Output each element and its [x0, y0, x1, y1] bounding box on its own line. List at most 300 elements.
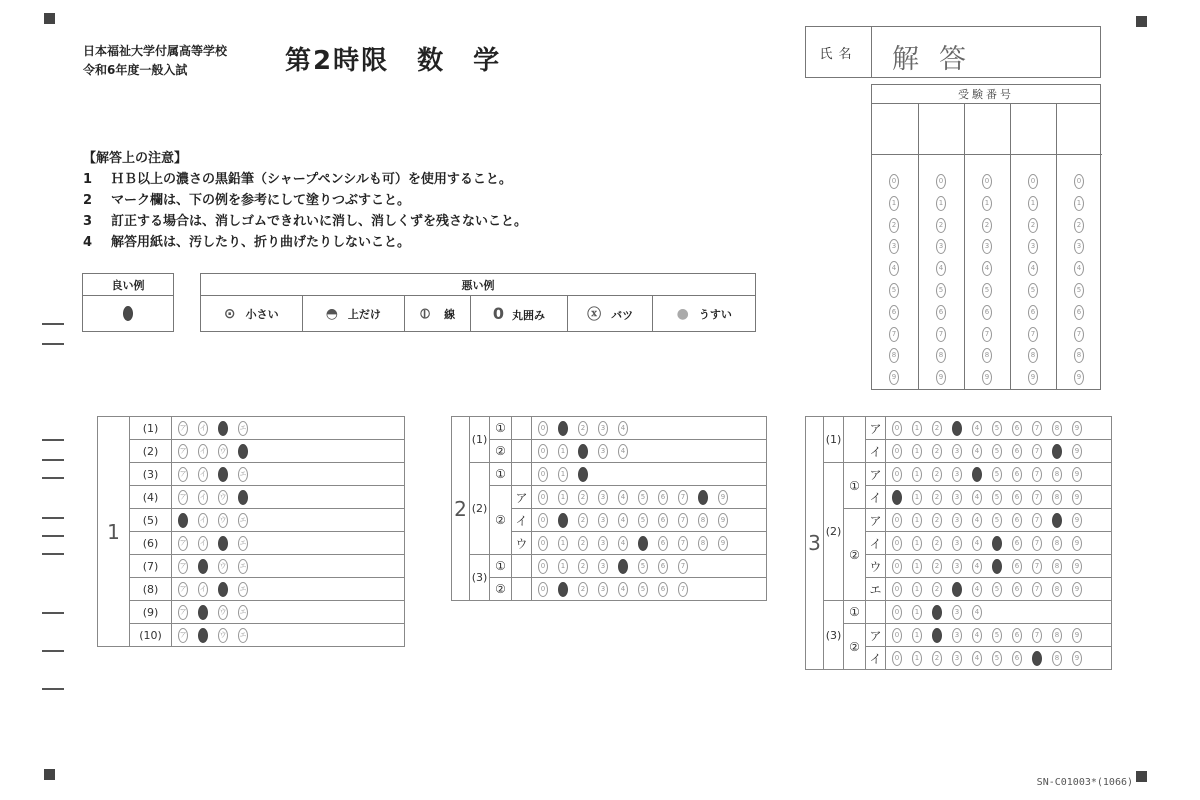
answer-bubble[interactable]: 9 [1072, 513, 1082, 528]
answer-row [172, 440, 405, 463]
exam-digit-bubble[interactable]: 7 [936, 327, 946, 342]
answer-bubble[interactable]: 4 [618, 513, 628, 528]
answer-bubble[interactable]: エ [238, 421, 248, 436]
answer-bubble[interactable]: エ [238, 467, 248, 482]
exam-number-write-box[interactable] [965, 104, 1010, 155]
answer-bubble[interactable]: 7 [678, 559, 688, 574]
answer-bubble-filled[interactable] [1052, 513, 1062, 528]
answer-bubble[interactable]: 3 [598, 559, 608, 574]
answer-bubble[interactable]: 1 [912, 467, 922, 482]
exam-digit-bubble[interactable]: 8 [1074, 348, 1084, 363]
exam-digit-bubble[interactable]: 6 [1028, 305, 1038, 320]
answer-bubble[interactable]: 8 [698, 536, 708, 551]
exam-digit-bubble[interactable]: 2 [1074, 218, 1084, 233]
answer-bubble[interactable]: 0 [892, 467, 902, 482]
exam-digit-bubble[interactable]: 6 [889, 305, 899, 320]
answer-bubble[interactable]: 4 [618, 536, 628, 551]
exam-digit-bubble[interactable]: 0 [1028, 174, 1038, 189]
answer-bubble[interactable]: 3 [598, 490, 608, 505]
answer-bubble[interactable]: 0 [538, 421, 548, 436]
part-label: (2) [824, 463, 844, 601]
answer-bubble[interactable]: 7 [1032, 467, 1042, 482]
kana-label: イ [866, 486, 886, 509]
exam-digit-bubble[interactable]: 9 [936, 370, 946, 385]
exam-digit-bubble[interactable]: 1 [1028, 196, 1038, 211]
answer-bubble-filled[interactable] [992, 536, 1002, 551]
answer-bubble[interactable]: 3 [952, 467, 962, 482]
exam-digit-bubble[interactable]: 0 [936, 174, 946, 189]
exam-digit-bubble[interactable]: 4 [982, 261, 992, 276]
answer-bubble[interactable]: 7 [1032, 444, 1042, 459]
answer-bubble[interactable]: イ [198, 467, 208, 482]
top-fill-icon: ◓ [325, 305, 338, 322]
exam-digit-bubble[interactable]: 0 [982, 174, 992, 189]
answer-bubble[interactable]: 4 [618, 582, 628, 597]
exam-digit-bubble[interactable]: 3 [889, 239, 899, 254]
exam-digit-bubble[interactable]: 2 [889, 218, 899, 233]
timing-mark [42, 343, 64, 345]
answer-bubble-filled[interactable] [238, 444, 248, 459]
exam-digit-bubble[interactable]: 6 [1074, 305, 1084, 320]
answer-bubble[interactable]: 2 [932, 467, 942, 482]
answer-bubble[interactable]: ア [178, 536, 188, 551]
answer-bubble[interactable]: 5 [638, 490, 648, 505]
answer-bubble[interactable]: 0 [892, 444, 902, 459]
exam-digit-bubble[interactable]: 5 [982, 283, 992, 298]
answer-bubble[interactable]: 1 [558, 444, 568, 459]
answer-bubble[interactable]: 0 [892, 582, 902, 597]
answer-bubble[interactable]: 9 [1072, 421, 1082, 436]
answer-bubble[interactable]: 3 [598, 513, 608, 528]
answer-bubble[interactable]: 3 [952, 651, 962, 666]
exam-digit-bubble[interactable]: 1 [889, 196, 899, 211]
answer-bubble[interactable]: 2 [578, 536, 588, 551]
answer-bubble[interactable]: 4 [972, 605, 982, 620]
answer-bubble[interactable]: 9 [718, 536, 728, 551]
answer-bubble[interactable]: 7 [1032, 559, 1042, 574]
exam-digit-bubble[interactable]: 5 [889, 283, 899, 298]
answer-bubble[interactable]: 5 [992, 444, 1002, 459]
answer-bubble[interactable]: 2 [578, 421, 588, 436]
answer-bubble[interactable]: 7 [1032, 513, 1042, 528]
answer-row [532, 509, 767, 532]
answer-bubble[interactable]: 0 [892, 605, 902, 620]
answer-bubble[interactable]: 7 [678, 490, 688, 505]
answer-bubble[interactable]: 3 [598, 536, 608, 551]
answer-bubble[interactable]: 0 [538, 490, 548, 505]
exam-number-write-box[interactable] [919, 104, 964, 155]
answer-bubble[interactable]: 3 [952, 628, 962, 643]
answer-bubble[interactable]: 6 [1012, 628, 1022, 643]
answer-bubble[interactable]: 4 [972, 490, 982, 505]
timing-mark [42, 459, 64, 461]
exam-digit-bubble[interactable]: 0 [889, 174, 899, 189]
answer-bubble[interactable]: 6 [1012, 651, 1022, 666]
answer-bubble[interactable]: ウ [218, 628, 228, 643]
answer-bubble[interactable]: 1 [912, 605, 922, 620]
answer-bubble[interactable]: 6 [658, 582, 668, 597]
answer-bubble[interactable]: 5 [992, 582, 1002, 597]
answer-bubble[interactable]: 6 [1012, 559, 1022, 574]
exam-digit-bubble[interactable]: 1 [1074, 196, 1084, 211]
answer-bubble[interactable]: 7 [1032, 421, 1042, 436]
answer-bubble[interactable]: 8 [1052, 582, 1062, 597]
answer-bubble[interactable]: 3 [952, 444, 962, 459]
kana-label [512, 463, 532, 486]
answer-bubble[interactable]: 1 [912, 628, 922, 643]
answer-bubble[interactable]: 9 [1072, 651, 1082, 666]
answer-bubble[interactable]: 6 [1012, 536, 1022, 551]
exam-digit-bubble[interactable]: 1 [982, 196, 992, 211]
exam-digit-bubble[interactable]: 5 [1074, 283, 1084, 298]
answer-bubble[interactable]: 2 [578, 490, 588, 505]
exam-digit-bubble[interactable]: 8 [936, 348, 946, 363]
answer-bubble[interactable]: 2 [578, 582, 588, 597]
answer-bubble[interactable]: 3 [952, 513, 962, 528]
answer-bubble[interactable]: 3 [952, 490, 962, 505]
answer-bubble[interactable]: 1 [912, 421, 922, 436]
exam-digit-bubble[interactable]: 7 [1028, 327, 1038, 342]
answer-bubble-filled[interactable] [218, 467, 228, 482]
answer-bubble[interactable]: 4 [618, 421, 628, 436]
exam-digit-bubble[interactable]: 9 [1028, 370, 1038, 385]
answer-bubble[interactable]: イ [198, 536, 208, 551]
good-example [82, 273, 174, 332]
answer-bubble[interactable]: 7 [1032, 628, 1042, 643]
answer-bubble[interactable]: 0 [538, 444, 548, 459]
answer-bubble[interactable]: 8 [1052, 559, 1062, 574]
exam-digit-bubble[interactable]: 6 [936, 305, 946, 320]
answer-bubble[interactable]: 5 [992, 628, 1002, 643]
answer-bubble[interactable]: 9 [1072, 467, 1082, 482]
answer-bubble[interactable]: 1 [558, 467, 568, 482]
answer-bubble[interactable]: 4 [972, 536, 982, 551]
answer-bubble[interactable]: 1 [912, 559, 922, 574]
answer-bubble[interactable]: 0 [538, 467, 548, 482]
answer-bubble[interactable]: 0 [538, 513, 548, 528]
answer-bubble[interactable]: 2 [932, 582, 942, 597]
answer-bubble-filled[interactable] [892, 490, 902, 505]
answer-bubble[interactable]: 8 [1052, 467, 1062, 482]
answer-bubble[interactable]: イ [198, 490, 208, 505]
answer-bubble[interactable]: 7 [1032, 582, 1042, 597]
answer-bubble[interactable]: 4 [972, 444, 982, 459]
answer-bubble-filled[interactable] [198, 628, 208, 643]
exam-digit-bubble[interactable]: 3 [936, 239, 946, 254]
answer-bubble[interactable]: ア [178, 490, 188, 505]
exam-digit-bubble[interactable]: 4 [936, 261, 946, 276]
answer-bubble[interactable]: 5 [992, 490, 1002, 505]
exam-digit-bubble[interactable]: 5 [1028, 283, 1038, 298]
answer-bubble[interactable]: エ [238, 536, 248, 551]
answer-bubble-filled[interactable] [558, 513, 568, 528]
answer-bubble[interactable]: 4 [972, 651, 982, 666]
answer-bubble[interactable]: 2 [932, 513, 942, 528]
answer-bubble[interactable]: 9 [1072, 444, 1082, 459]
answer-bubble[interactable]: 9 [718, 490, 728, 505]
answer-row [886, 417, 1112, 440]
answer-bubble[interactable]: ウ [218, 513, 228, 528]
answer-bubble[interactable]: 8 [1052, 628, 1062, 643]
exam-digit-bubble[interactable]: 0 [1074, 174, 1084, 189]
answer-bubble[interactable]: 2 [578, 559, 588, 574]
answer-bubble[interactable]: 2 [932, 651, 942, 666]
answer-row [172, 417, 405, 440]
answer-bubble[interactable]: 2 [932, 559, 942, 574]
answer-bubble[interactable]: 5 [992, 651, 1002, 666]
answer-bubble[interactable]: 1 [912, 444, 922, 459]
answer-bubble[interactable]: 1 [912, 490, 922, 505]
answer-bubble[interactable]: ア [178, 421, 188, 436]
answer-bubble[interactable]: 6 [658, 559, 668, 574]
exam-digit-bubble[interactable]: 3 [1028, 239, 1038, 254]
answer-bubble-filled[interactable] [218, 421, 228, 436]
exam-number-column [1010, 104, 1056, 389]
answer-bubble[interactable]: 9 [1072, 559, 1082, 574]
timing-mark [42, 323, 64, 325]
timing-mark [42, 535, 64, 537]
kana-label [866, 601, 886, 624]
answer-bubble[interactable]: 7 [1032, 490, 1042, 505]
exam-number-write-box[interactable] [1011, 104, 1056, 155]
exam-digit-bubble[interactable]: 9 [1074, 370, 1084, 385]
exam-digit-bubble[interactable]: 8 [982, 348, 992, 363]
answer-bubble[interactable]: 5 [638, 559, 648, 574]
answer-row [886, 509, 1112, 532]
question-label: (5) [130, 509, 172, 532]
answer-bubble[interactable]: 4 [618, 444, 628, 459]
answer-bubble[interactable]: 9 [1072, 582, 1082, 597]
answer-bubble[interactable]: ア [178, 444, 188, 459]
exam-digit-bubble[interactable]: 2 [1028, 218, 1038, 233]
answer-bubble[interactable]: ウ [218, 559, 228, 574]
name-field[interactable]: 解答 [892, 44, 986, 75]
answer-bubble-filled[interactable] [1052, 444, 1062, 459]
small-dot-icon: ⊙ [223, 305, 236, 322]
answer-bubble[interactable]: 1 [558, 536, 568, 551]
exam-digit-bubble[interactable]: 6 [982, 305, 992, 320]
answer-bubble[interactable]: ア [178, 582, 188, 597]
answer-bubble[interactable]: ア [178, 605, 188, 620]
answer-bubble-filled[interactable] [1032, 651, 1042, 666]
answer-bubble[interactable]: 1 [912, 651, 922, 666]
answer-bubble[interactable]: 5 [992, 467, 1002, 482]
answer-bubble[interactable]: 4 [972, 559, 982, 574]
answer-bubble-filled[interactable] [578, 444, 588, 459]
question-label: (9) [130, 601, 172, 624]
answer-bubble[interactable]: 0 [538, 559, 548, 574]
answer-bubble[interactable]: イ [198, 582, 208, 597]
answer-row [172, 555, 405, 578]
answer-bubble-filled[interactable] [952, 582, 962, 597]
instruction-item: 3 訂正する場合は、消しゴムできれいに消し、消しくずを残さないこと。 [83, 214, 528, 229]
answer-bubble-filled[interactable] [238, 490, 248, 505]
answer-bubble[interactable]: 6 [1012, 513, 1022, 528]
answer-row [532, 555, 767, 578]
answer-bubble-filled[interactable] [972, 467, 982, 482]
answer-bubble-filled[interactable] [698, 490, 708, 505]
answer-bubble[interactable]: 2 [578, 513, 588, 528]
answer-bubble-filled[interactable] [558, 421, 568, 436]
answer-bubble[interactable]: 3 [952, 536, 962, 551]
exam-number-write-box[interactable] [872, 104, 918, 155]
answer-bubble-filled[interactable] [952, 421, 962, 436]
answer-row [532, 486, 767, 509]
answer-bubble[interactable]: 7 [678, 582, 688, 597]
answer-bubble[interactable]: 4 [972, 421, 982, 436]
timing-mark [42, 439, 64, 441]
answer-bubble-filled[interactable] [558, 582, 568, 597]
exam-digit-bubble[interactable]: 9 [889, 370, 899, 385]
answer-bubble[interactable]: 1 [912, 513, 922, 528]
answer-bubble[interactable]: 4 [972, 628, 982, 643]
answer-bubble[interactable]: イ [198, 513, 208, 528]
answer-bubble[interactable]: エ [238, 605, 248, 620]
answer-bubble[interactable]: 6 [658, 536, 668, 551]
exam-digit-bubble[interactable]: 2 [936, 218, 946, 233]
answer-bubble[interactable]: 0 [892, 421, 902, 436]
registration-mark [44, 13, 55, 24]
bad-examples [200, 273, 756, 332]
answer-bubble[interactable]: 1 [912, 536, 922, 551]
exam-digit-bubble[interactable]: 3 [982, 239, 992, 254]
bad-example-circle: 0 丸囲み [470, 296, 567, 332]
answer-bubble[interactable]: 1 [558, 559, 568, 574]
exam-digit-bubble[interactable]: 1 [936, 196, 946, 211]
answer-bubble[interactable]: 6 [1012, 490, 1022, 505]
answer-bubble-filled[interactable] [932, 628, 942, 643]
answer-bubble[interactable]: 7 [678, 513, 688, 528]
section-2 [451, 416, 767, 601]
answer-bubble[interactable]: 8 [1052, 651, 1062, 666]
exam-digit-bubble[interactable]: 7 [889, 327, 899, 342]
exam-number-write-box[interactable] [1057, 104, 1102, 155]
answer-bubble[interactable]: エ [238, 582, 248, 597]
exam-digit-bubble[interactable]: 9 [982, 370, 992, 385]
answer-bubble[interactable]: 6 [1012, 467, 1022, 482]
answer-row [886, 486, 1112, 509]
answer-bubble[interactable]: 0 [892, 628, 902, 643]
answer-bubble[interactable]: イ [198, 421, 208, 436]
answer-bubble-filled[interactable] [638, 536, 648, 551]
answer-bubble[interactable]: ウ [218, 605, 228, 620]
answer-bubble[interactable]: 4 [972, 582, 982, 597]
exam-digit-bubble[interactable]: 8 [889, 348, 899, 363]
exam-digit-bubble[interactable]: 5 [936, 283, 946, 298]
bad-example-cross: ⓧ バツ [567, 296, 653, 332]
answer-bubble[interactable]: 0 [538, 582, 548, 597]
sub-label: ① [844, 601, 866, 624]
answer-bubble[interactable]: 9 [718, 513, 728, 528]
answer-bubble[interactable]: 4 [972, 513, 982, 528]
answer-bubble[interactable]: 2 [932, 444, 942, 459]
answer-bubble[interactable]: ウ [218, 444, 228, 459]
answer-bubble[interactable]: 4 [618, 490, 628, 505]
exam-digit-bubble[interactable]: 4 [1028, 261, 1038, 276]
timing-mark [42, 553, 64, 555]
answer-bubble[interactable]: 0 [892, 559, 902, 574]
answer-bubble[interactable]: 6 [1012, 444, 1022, 459]
answer-row [886, 601, 1112, 624]
answer-bubble[interactable]: エ [238, 628, 248, 643]
answer-bubble[interactable]: 6 [1012, 421, 1022, 436]
answer-bubble-filled[interactable] [178, 513, 188, 528]
answer-bubble[interactable]: 0 [538, 536, 548, 551]
answer-bubble[interactable]: 9 [1072, 536, 1082, 551]
answer-bubble[interactable]: 3 [952, 605, 962, 620]
answer-bubble[interactable]: エ [238, 513, 248, 528]
answer-bubble[interactable]: ア [178, 628, 188, 643]
answer-bubble-filled[interactable] [198, 605, 208, 620]
answer-bubble[interactable]: 2 [932, 421, 942, 436]
answer-bubble[interactable]: 5 [992, 421, 1002, 436]
answer-bubble[interactable]: 6 [658, 513, 668, 528]
answer-bubble-filled[interactable] [578, 467, 588, 482]
kana-label: ア [866, 417, 886, 440]
exam-number-column [872, 104, 918, 389]
answer-bubble[interactable]: ア [178, 467, 188, 482]
answer-bubble[interactable]: 8 [1052, 490, 1062, 505]
answer-bubble[interactable]: 6 [1012, 582, 1022, 597]
exam-digit-bubble[interactable]: 3 [1074, 239, 1084, 254]
sub-label [844, 417, 866, 463]
exam-digit-bubble[interactable]: 7 [982, 327, 992, 342]
answer-bubble[interactable]: 7 [1032, 536, 1042, 551]
answer-bubble[interactable]: 6 [658, 490, 668, 505]
exam-digit-bubble[interactable]: 8 [1028, 348, 1038, 363]
answer-bubble[interactable]: 3 [598, 582, 608, 597]
answer-bubble[interactable]: イ [198, 444, 208, 459]
answer-bubble[interactable]: 0 [892, 513, 902, 528]
answer-bubble-filled[interactable] [218, 582, 228, 597]
answer-bubble[interactable]: 9 [1072, 490, 1082, 505]
exam-digit-bubble[interactable]: 4 [1074, 261, 1084, 276]
answer-bubble-filled[interactable] [618, 559, 628, 574]
answer-bubble[interactable]: 7 [678, 536, 688, 551]
answer-bubble[interactable]: 8 [1052, 536, 1062, 551]
answer-bubble[interactable]: 8 [698, 513, 708, 528]
kana-label [512, 578, 532, 601]
answer-bubble[interactable]: 2 [932, 536, 942, 551]
exam-digit-bubble[interactable]: 7 [1074, 327, 1084, 342]
answer-bubble[interactable]: ア [178, 559, 188, 574]
answer-bubble[interactable]: 2 [932, 490, 942, 505]
answer-bubble[interactable]: 0 [892, 651, 902, 666]
exam-digit-bubble[interactable]: 4 [889, 261, 899, 276]
answer-bubble[interactable]: 9 [1072, 628, 1082, 643]
answer-bubble-filled[interactable] [992, 559, 1002, 574]
answer-bubble[interactable]: 5 [638, 513, 648, 528]
answer-bubble[interactable]: ウ [218, 490, 228, 505]
answer-bubble-filled[interactable] [218, 536, 228, 551]
answer-bubble[interactable]: 1 [912, 582, 922, 597]
exam-digit-bubble[interactable]: 2 [982, 218, 992, 233]
answer-bubble[interactable]: 3 [952, 559, 962, 574]
answer-bubble-filled[interactable] [198, 559, 208, 574]
part-label: (2) [470, 463, 490, 555]
question-number: 1 [98, 417, 130, 647]
answer-bubble[interactable]: 8 [1052, 421, 1062, 436]
answer-bubble[interactable]: 0 [892, 536, 902, 551]
answer-row [172, 486, 405, 509]
answer-bubble[interactable]: 5 [992, 513, 1002, 528]
answer-bubble-filled[interactable] [932, 605, 942, 620]
answer-bubble[interactable]: 1 [558, 490, 568, 505]
answer-bubble[interactable]: 3 [598, 444, 608, 459]
answer-bubble[interactable]: 3 [598, 421, 608, 436]
answer-bubble[interactable]: 5 [638, 582, 648, 597]
answer-bubble[interactable]: エ [238, 559, 248, 574]
